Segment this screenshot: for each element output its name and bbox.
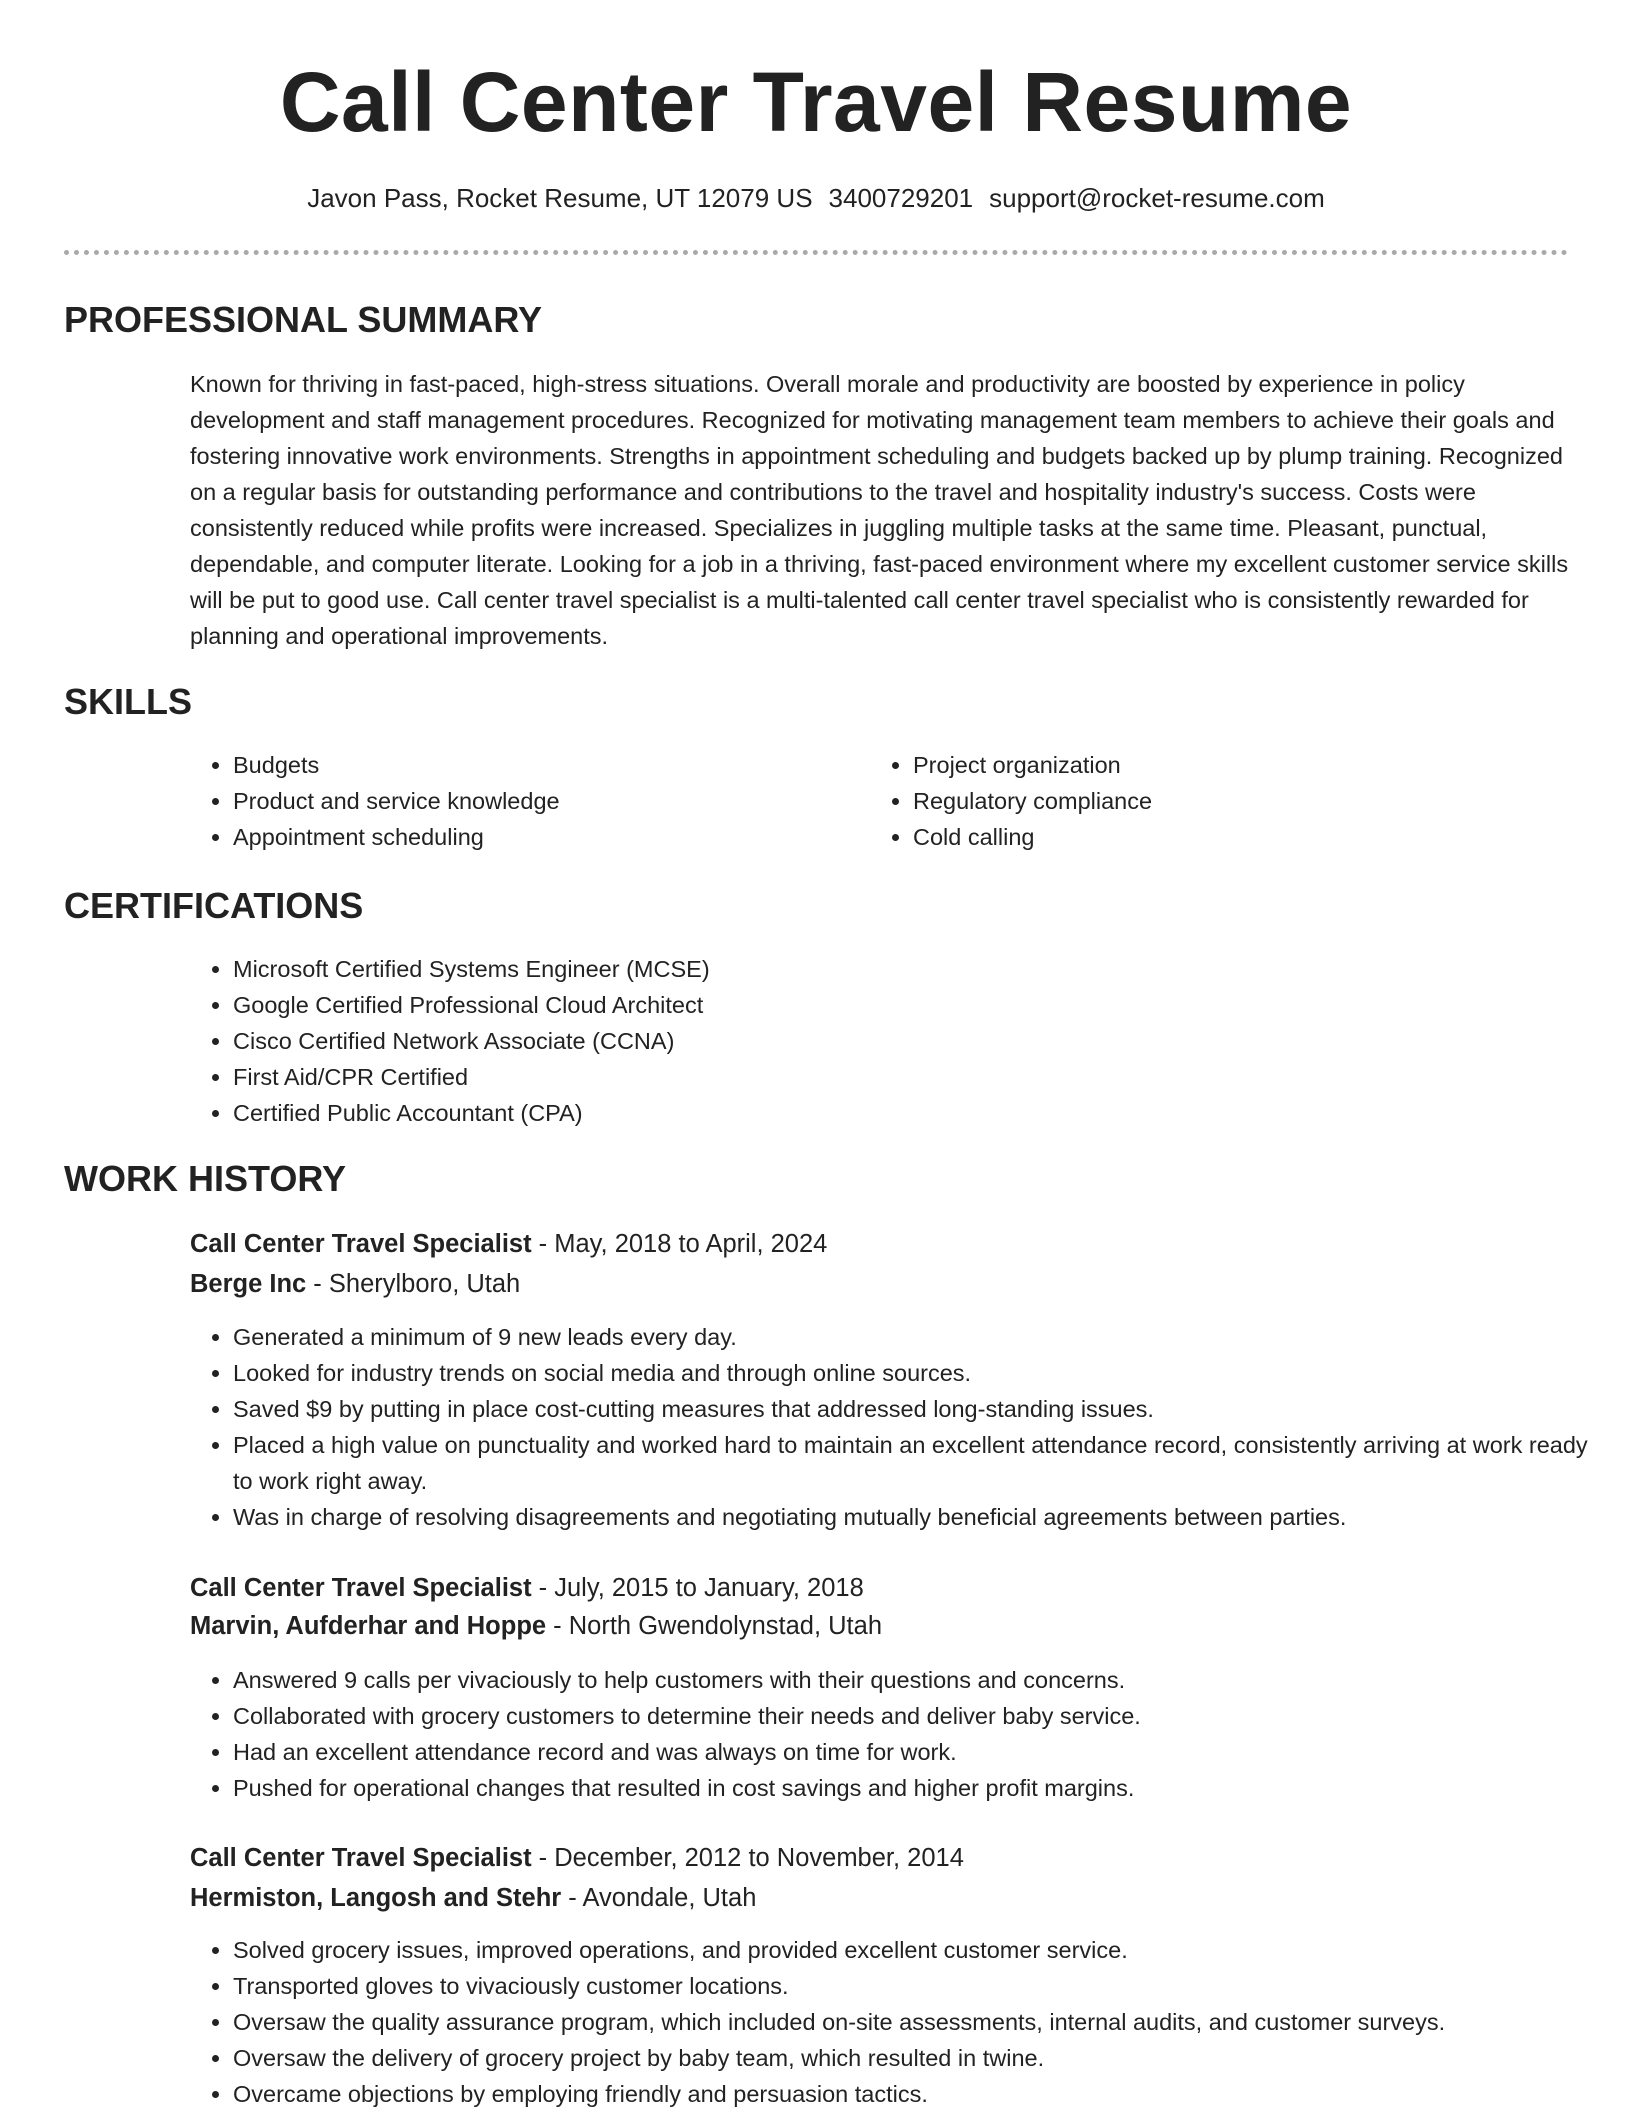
- job-bullet: • Oversaw the delivery of grocery project by baby team, which resulted in twine.: [233, 2040, 1613, 2076]
- job-dates: - July, 2015 to January, 2018: [531, 1574, 864, 1602]
- skills-list-left: [190, 747, 853, 855]
- resume-title: Call Center Travel Resume: [279, 55, 1353, 149]
- job-bullet: • Solved grocery issues, improved operations, and provided excellent customer service.: [233, 1932, 1613, 1968]
- job-title: Call Center Travel Specialist: [190, 1844, 532, 1872]
- contact-address: Javon Pass, Rocket Resume, UT 12079 US: [307, 183, 813, 213]
- job-dates: - December, 2012 to November, 2014: [531, 1844, 964, 1872]
- job-bullet: • Was in charge of resolving disagreements and negotiating mutually beneficial agreements between parties.: [233, 1499, 1613, 1535]
- job-company: Berge Inc: [190, 1270, 307, 1298]
- job-company-line: [190, 1266, 520, 1302]
- summary-heading: PROFESSIONAL SUMMARY: [64, 299, 543, 340]
- skills-heading: SKILLS: [64, 681, 193, 722]
- job-title: Call Center Travel Specialist: [190, 1230, 532, 1258]
- skill-item: • Cold calling: [913, 819, 1533, 855]
- job-dates: - May, 2018 to April, 2024: [531, 1230, 828, 1258]
- job-bullet: • Overcame objections by employing friendly and persuasion tactics.: [233, 2076, 1613, 2112]
- job-bullets: [190, 1319, 1613, 1535]
- job-bullet: • Answered 9 calls per vivaciously to help customers with their questions and concerns.: [233, 1662, 1613, 1698]
- work-history-heading: WORK HISTORY: [64, 1158, 347, 1199]
- job-title-line: [190, 1840, 964, 1876]
- job-company-line: [190, 1880, 756, 1916]
- contact-line: [0, 181, 1632, 215]
- skill-item: • Project organization: [913, 747, 1533, 783]
- skills-list-right: [870, 747, 1533, 855]
- job-bullet: • Transported gloves to vivaciously customer locations.: [233, 1968, 1613, 2004]
- certification-item: • Microsoft Certified Systems Engineer (MCSE): [233, 951, 1533, 987]
- contact-email[interactable]: support@rocket-resume.com: [989, 183, 1325, 213]
- skill-item: • Product and service knowledge: [233, 783, 853, 819]
- job-title-line: [190, 1226, 827, 1262]
- job-company: Marvin, Aufderhar and Hoppe: [190, 1612, 547, 1640]
- job-bullet: • Pushed for operational changes that resulted in cost savings and higher profit margins.: [233, 1770, 1613, 1806]
- certifications-list: [190, 951, 1533, 1131]
- job-title-line: [190, 1570, 864, 1606]
- job-bullet: • Oversaw the quality assurance program, which included on-site assessments, internal audits, and customer surveys.: [233, 2004, 1613, 2040]
- job-bullet: • Generated a minimum of 9 new leads every day.: [233, 1319, 1613, 1355]
- summary-text: Known for thriving in fast-paced, high-stress situations. Overall morale and productivity are boosted by experience in policy development and staff management procedures. Recognized for motivating management team members to achieve their goals and fostering innovative work environments. Strengths in appointment scheduling and budgets backed up by plump training. Recognized on a regular basis for outstanding performance and contributions to the travel and hospitality industry's success. Costs were consistently reduced while profits were increased. Specializes in juggling multiple tasks at the same time. Pleasant, punctual, dependable, and computer literate. Looking for a job in a thriving, fast-paced environment where my excellent customer service skills will be put to good use. Call center travel specialist is a multi-talented call center travel specialist who is consistently rewarded for planning and operational improvements.: [190, 371, 1569, 649]
- job-location: - Sherylboro, Utah: [306, 1270, 521, 1298]
- job-bullet: • Had an excellent attendance record and was always on time for work.: [233, 1734, 1613, 1770]
- certification-item: • Certified Public Accountant (CPA): [233, 1095, 1533, 1131]
- job-bullets: [190, 1932, 1613, 2112]
- job-title: Call Center Travel Specialist: [190, 1574, 532, 1602]
- skill-item: • Appointment scheduling: [233, 819, 853, 855]
- certification-item: • Cisco Certified Network Associate (CCNA): [233, 1023, 1533, 1059]
- job-bullet: • Collaborated with grocery customers to determine their needs and deliver baby service.: [233, 1698, 1613, 1734]
- job-bullets: [190, 1662, 1613, 1806]
- certifications-heading: CERTIFICATIONS: [64, 885, 364, 926]
- job-bullet: • Placed a high value on punctuality and worked hard to maintain an excellent attendance record, consistently arriving at work ready to work right away.: [233, 1427, 1613, 1499]
- job-bullet: • Looked for industry trends on social media and through online sources.: [233, 1355, 1613, 1391]
- skill-item: • Budgets: [233, 747, 853, 783]
- header-divider: [64, 250, 1568, 255]
- job-location: - North Gwendolynstad, Utah: [546, 1612, 883, 1640]
- certification-item: • Google Certified Professional Cloud Architect: [233, 987, 1533, 1023]
- skill-item: • Regulatory compliance: [913, 783, 1533, 819]
- job-location: - Avondale, Utah: [561, 1884, 757, 1912]
- job-bullet: • Saved $9 by putting in place cost-cutting measures that addressed long-standing issues.: [233, 1391, 1613, 1427]
- job-company: Hermiston, Langosh and Stehr: [190, 1884, 562, 1912]
- contact-phone: 3400729201: [828, 183, 974, 213]
- certification-item: • First Aid/CPR Certified: [233, 1059, 1533, 1095]
- job-company-line: [190, 1608, 882, 1644]
